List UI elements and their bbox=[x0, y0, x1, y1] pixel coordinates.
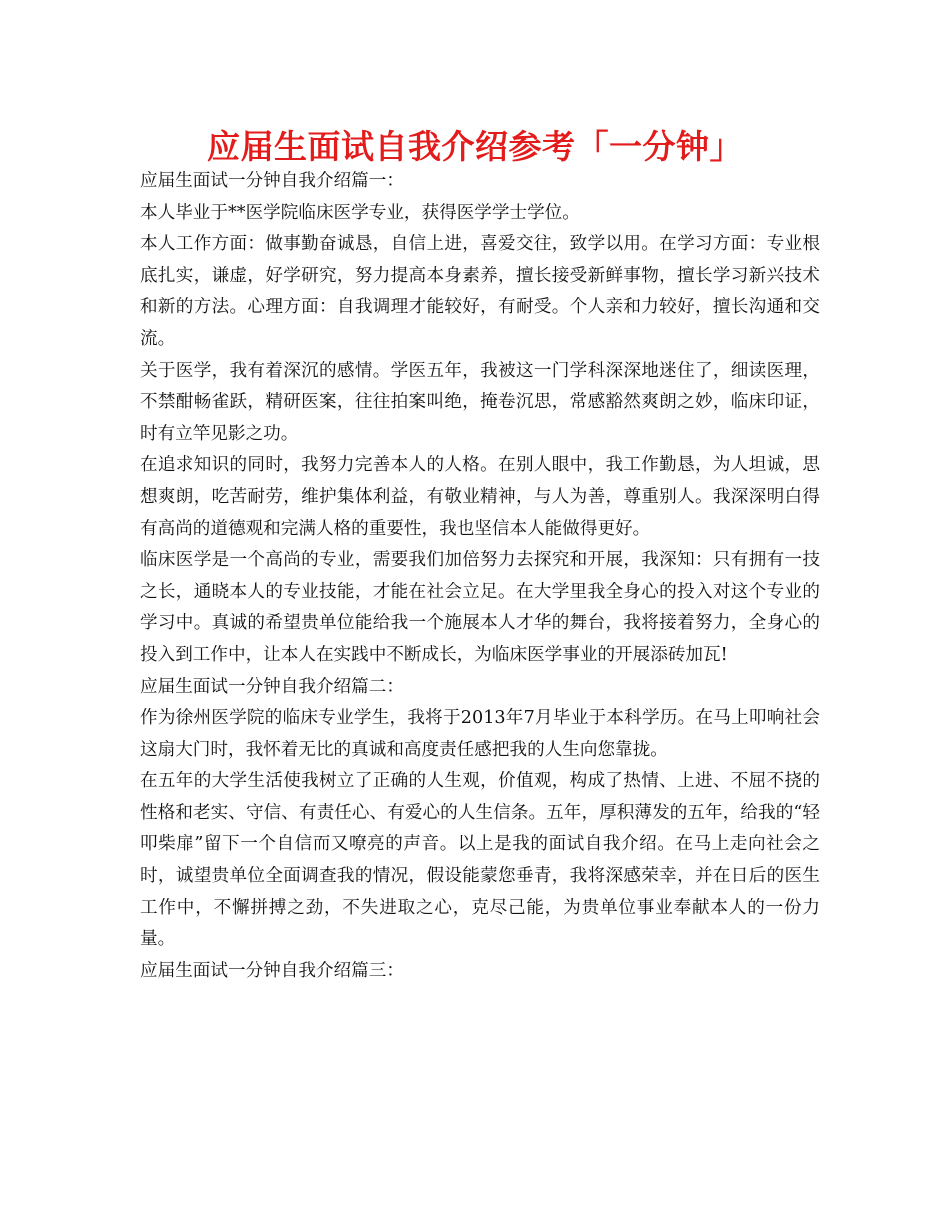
paragraph: 作为徐州医学院的临床专业学生，我将于2013年7月毕业于本科学历。在马上叩响社会这扇大门时，我怀着无比的真诚和高度责任感把我的人生向您靠拢。 bbox=[140, 708, 820, 760]
document-title: 应届生面试自我介绍参考「一分钟」 bbox=[207, 127, 743, 166]
section-heading-3: 应届生面试一分钟自我介绍篇三： bbox=[140, 960, 404, 981]
section-heading-1: 应届生面试一分钟自我介绍篇一： bbox=[140, 171, 404, 191]
paragraph: 在五年的大学生活使我树立了正确的人生观，价值观，构成了热情、上进、不屈不挠的性格和老实、守信、有责任心、有爱心的人生信条。五年，厚积薄发的五年，给我的“轻叩柴扉”留下一个自信而又嘹亮的声音。以上是我的面试自我介绍。在马上走向社会之时，诚望贵单位全面调查我的情况，假设能蒙您垂青，我将深感荣幸，并在日后的医生工作中，不懈拼搏之劲，不失进取之心，克尽己能，为贵单位事业奉献本人的一份力量。 bbox=[140, 771, 820, 950]
paragraph: 临床医学是一个高尚的专业，需要我们加倍努力去探究和开展，我深知：只有拥有一技之长，通晓本人的专业技能，才能在社会立足。在大学里我全身心的投入对这个专业的学习中。真诚的希望贵单位能给我一个施展本人才华的舞台，我将接着努力，全身心的投入到工作中，让本人在实践中不断成长，为临床医学事业的开展添砖加瓦! bbox=[140, 550, 820, 665]
paragraph: 在追求知识的同时，我努力完善本人的人格。在别人眼中，我工作勤恳，为人坦诚，思想爽朗，吃苦耐劳，维护集体利益，有敬业精神，与人为善，尊重别人。我深深明白得有高尚的道德观和完满人格的重要性，我也坚信本人能做得更好。 bbox=[140, 455, 820, 539]
paragraph: 本人工作方面：做事勤奋诚恳，自信上进，喜爱交往，致学以用。在学习方面：专业根底扎实，谦虚，好学研究，努力提高本身素养，擅长接受新鲜事物，擅长学习新兴技术和新的方法。心理方面：自我调理才能较好，有耐受。个人亲和力较好，擅长沟通和交流。 bbox=[140, 234, 820, 349]
section-heading-2: 应届生面试一分钟自我介绍篇二： bbox=[140, 676, 404, 697]
paragraph: 本人毕业于**医学院临床医学专业，获得医学学士学位。 bbox=[140, 202, 580, 223]
document-body bbox=[140, 166, 820, 987]
paragraph: 关于医学，我有着深沉的感情。学医五年，我被这一门学科深深地迷住了，细读医理，不禁酣畅雀跃，精研医案，往往拍案叫绝，掩卷沉思，常感豁然爽朗之妙，临床印证，时有立竿见影之功。 bbox=[140, 360, 820, 444]
